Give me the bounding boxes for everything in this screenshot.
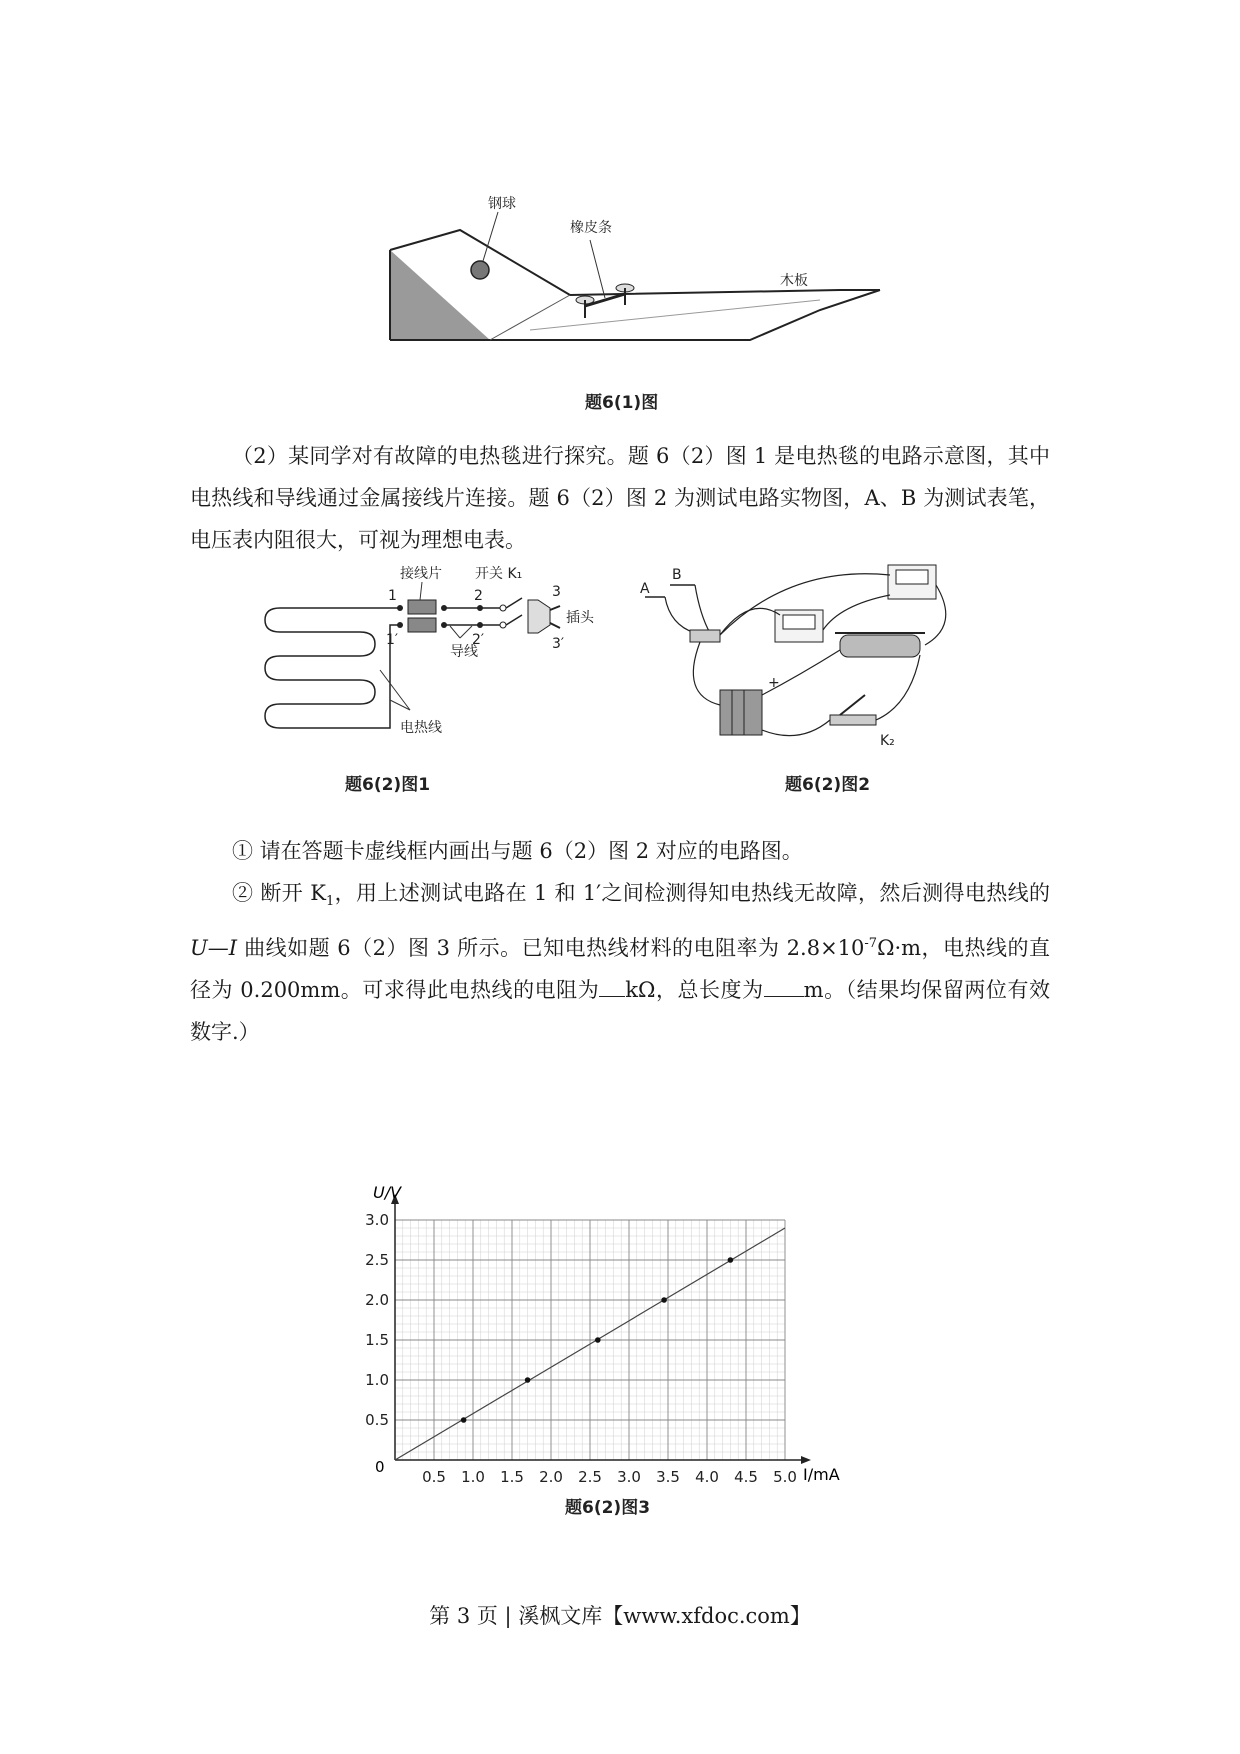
x-tick-label: 0.5	[422, 1468, 446, 1486]
label-ball: 钢球	[488, 196, 516, 212]
y-tick-label: 1.5	[365, 1331, 389, 1349]
node-1: 1	[388, 588, 397, 604]
node-2p: 2′	[472, 632, 485, 648]
x-tick-label: 4.5	[734, 1468, 758, 1486]
battery-icon	[720, 690, 762, 735]
y-tick-label: 2.0	[365, 1291, 389, 1309]
answer-blank-resistance[interactable]	[599, 974, 625, 997]
data-point	[461, 1417, 467, 1423]
x-tick-label: 3.5	[656, 1468, 680, 1486]
x-tick-label: 4.0	[695, 1468, 719, 1486]
x-tick-label: 2.5	[578, 1468, 602, 1486]
switch-k1	[506, 598, 522, 608]
data-point	[728, 1257, 734, 1263]
node-3p: 3′	[552, 636, 565, 652]
fig2-3-caption: 题6(2)图3	[565, 1498, 651, 1518]
ramp-diagram	[380, 190, 880, 380]
x-tick-label: 1.5	[500, 1468, 524, 1486]
q2-part-d: Ω·m，电热线的直径为 0.200mm。可求得此电热线的电阻为	[190, 936, 1051, 1003]
label-switch: 开关 K₁	[475, 566, 523, 582]
label-rubber: 橡皮条	[570, 220, 612, 236]
y-tick-label: 2.5	[365, 1251, 389, 1269]
label-terminal: 接线片	[400, 566, 442, 582]
data-point	[595, 1337, 601, 1343]
probe-a-label: A	[640, 581, 650, 597]
terminal-bottom	[408, 618, 436, 632]
grid-major	[395, 1220, 785, 1460]
q2-part-a: ② 断开 K	[232, 881, 326, 905]
test-circuit-diagram	[640, 555, 980, 765]
q2-exp: -7	[864, 936, 878, 952]
x-tick-label: 5.0	[773, 1468, 797, 1486]
heating-wire	[265, 608, 400, 728]
page-footer: 第 3 页 | 溪枫文库【www.xfdoc.com】	[429, 1604, 811, 1628]
x-axis-label: I/mA	[803, 1465, 840, 1484]
plug-icon	[528, 600, 550, 633]
fig2-2-caption: 题6(2)图2	[785, 775, 871, 795]
switch-k2-icon	[830, 715, 876, 725]
questions	[190, 830, 1050, 1053]
node-3: 3	[552, 584, 561, 600]
heater-circuit-diagram	[260, 560, 594, 760]
q2-part-f: m。（结果均保留两位有效数字.）	[190, 978, 1050, 1045]
probe-b-label: B	[672, 567, 682, 583]
figure-6-2-1	[260, 560, 594, 760]
fig2-1-caption: 题6(2)图1	[345, 775, 431, 795]
q2-part-b: ，用上述测试电路在 1 和 1′之间检测得知电热线无故障，然后测得电热线的	[334, 881, 1050, 905]
k2-label: K₂	[880, 733, 895, 749]
label-heater: 电热线	[400, 720, 442, 736]
axes	[391, 1194, 811, 1464]
origin-label: 0	[375, 1458, 385, 1476]
y-tick-label: 0.5	[365, 1411, 389, 1429]
figure-6-2-3	[355, 1180, 875, 1520]
data-point	[661, 1297, 667, 1303]
answer-blank-length[interactable]	[764, 974, 804, 997]
q2-part-c: 曲线如题 6（2）图 3 所示。已知电热线材料的电阻率为 2.8×10	[237, 936, 865, 961]
fig1-caption: 题6(1)图	[585, 393, 659, 413]
terminal-top	[408, 600, 436, 614]
q2-sub: 1	[325, 894, 335, 910]
x-tick-label: 3.0	[617, 1468, 641, 1486]
figure-6-1	[380, 190, 880, 380]
y-tick-label: 3.0	[365, 1211, 389, 1229]
y-axis-label: U/V	[373, 1183, 402, 1202]
label-wire: 导线	[450, 644, 478, 660]
part2-intro	[190, 435, 1050, 561]
battery-plus-label: +	[768, 675, 780, 691]
label-board: 木板	[780, 273, 808, 289]
steel-ball-icon	[471, 261, 489, 279]
part2-intro-text: （2）某同学对有故障的电热毯进行探究。题 6（2）图 1 是电热毯的电路示意图，其中电热线和导线通过金属接线片连接。题 6（2）图 2 为测试电路实物图，A、B 为测试表笔，电压表内阻很大，可视为理想电表。	[190, 444, 1050, 552]
x-tick-label: 2.0	[539, 1468, 563, 1486]
data-point	[525, 1377, 531, 1383]
q2-part-e: kΩ，总长度为	[625, 978, 764, 1003]
x-axis-arrow	[801, 1456, 811, 1464]
ui-chart	[355, 1180, 875, 1520]
x-tick-label: 1.0	[461, 1468, 485, 1486]
label-plug: 插头	[566, 610, 594, 626]
question-1: ① 请在答题卡虚线框内画出与题 6（2）图 2 对应的电路图。	[232, 839, 803, 863]
figure-6-2-2	[640, 555, 980, 765]
y-tick-label: 1.0	[365, 1371, 389, 1389]
node-1p: 1′	[386, 632, 399, 648]
rheostat-icon	[840, 635, 920, 657]
node-2: 2	[474, 588, 483, 604]
q2-ui: U—I	[190, 936, 237, 961]
question-2	[190, 872, 1050, 1053]
